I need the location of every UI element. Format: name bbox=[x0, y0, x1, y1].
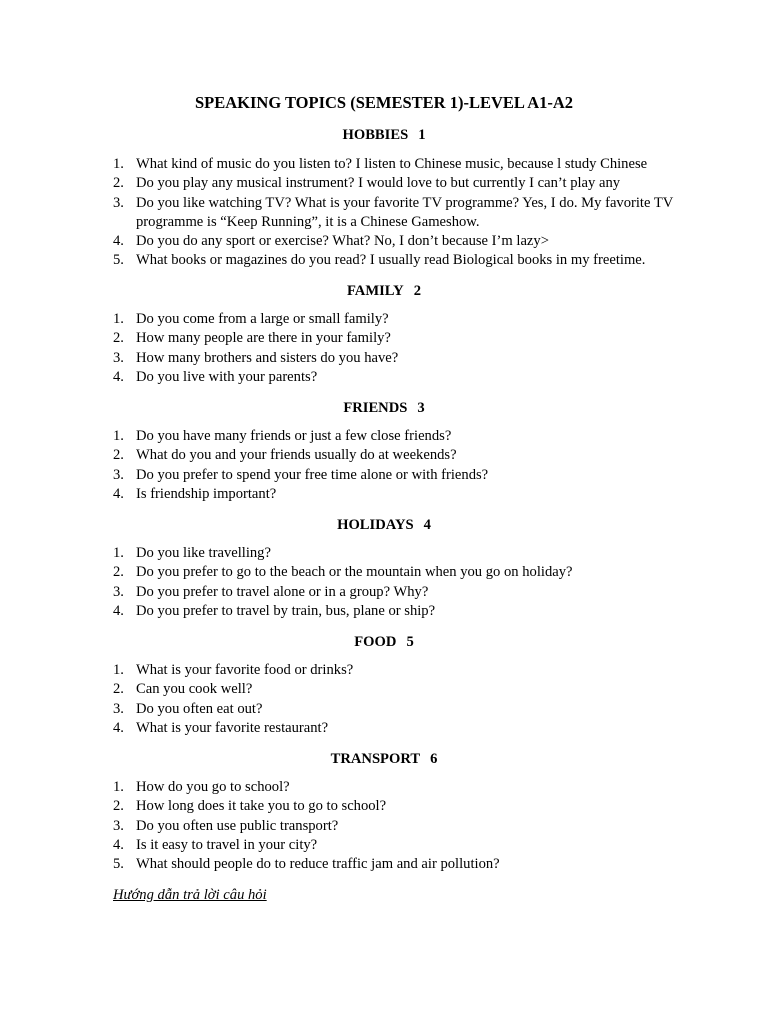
question-list-hobbies bbox=[0, 155, 768, 271]
section-heading-food bbox=[0, 633, 768, 651]
list-marker: 4. bbox=[113, 602, 124, 619]
question-list-holidays bbox=[0, 544, 768, 621]
question-list-food bbox=[0, 661, 768, 738]
section-number: 4 bbox=[423, 517, 431, 533]
question-text: Do you prefer to travel alone or in a group? Why? bbox=[136, 583, 429, 600]
section-number: 5 bbox=[406, 634, 414, 650]
list-marker: 5. bbox=[113, 252, 124, 269]
question-text: What kind of music do you listen to? I listen to Chinese music, because l study Chinese bbox=[136, 156, 648, 172]
list-item bbox=[0, 855, 768, 874]
question-list-friends bbox=[0, 427, 768, 504]
list-item bbox=[0, 232, 768, 251]
list-item bbox=[0, 680, 768, 699]
section-title: FOOD bbox=[354, 634, 397, 650]
list-marker: 3. bbox=[113, 194, 124, 211]
list-marker: 2. bbox=[113, 330, 124, 347]
list-marker: 1. bbox=[113, 779, 124, 795]
answer-guide-link[interactable]: Hướng dẫn trả lời câu hỏi bbox=[113, 887, 267, 903]
question-text: Do you come from a large or small family? bbox=[136, 311, 389, 327]
list-item bbox=[0, 778, 768, 797]
section-heading-transport bbox=[0, 750, 768, 768]
question-text: Do you prefer to travel by train, bus, plane or ship? bbox=[136, 602, 436, 619]
list-item bbox=[0, 485, 768, 504]
section-title: HOLIDAYS bbox=[337, 517, 414, 533]
list-item bbox=[0, 368, 768, 387]
list-marker: 1. bbox=[113, 156, 124, 172]
question-text: Is it easy to travel in your city? bbox=[136, 836, 318, 853]
list-marker: 2. bbox=[113, 798, 124, 815]
question-text: How many people are there in your family? bbox=[136, 330, 391, 347]
list-item bbox=[0, 661, 768, 680]
list-item bbox=[0, 251, 768, 270]
list-item bbox=[0, 700, 768, 719]
question-text: Do you prefer to spend your free time alone or with friends? bbox=[136, 466, 489, 483]
question-text: Do you like travelling? bbox=[136, 545, 271, 561]
question-text: Can you cook well? bbox=[136, 681, 253, 698]
question-text: Do you do any sport or exercise? What? No, I don’t because I’m lazy> bbox=[136, 233, 549, 250]
section-title: FRIENDS bbox=[343, 400, 408, 416]
list-marker: 2. bbox=[113, 681, 124, 698]
question-text: Do you often use public transport? bbox=[136, 817, 339, 834]
list-marker: 4. bbox=[113, 719, 124, 736]
list-marker: 2. bbox=[113, 564, 124, 581]
list-item bbox=[0, 466, 768, 485]
question-list-transport bbox=[0, 778, 768, 874]
list-item bbox=[0, 817, 768, 836]
list-marker: 4. bbox=[113, 368, 124, 385]
list-item bbox=[0, 544, 768, 563]
section-heading-holidays bbox=[0, 516, 768, 534]
section-heading-friends bbox=[0, 399, 768, 417]
list-item bbox=[0, 174, 768, 193]
question-text: What do you and your friends usually do at weekends? bbox=[136, 447, 457, 464]
question-text: Do you often eat out? bbox=[136, 700, 263, 717]
list-marker: 3. bbox=[113, 466, 124, 483]
list-item bbox=[0, 602, 768, 621]
list-item bbox=[0, 836, 768, 855]
list-item bbox=[0, 349, 768, 368]
section-number: 2 bbox=[413, 283, 422, 299]
question-text: Do you like watching TV? What is your favorite TV programme? Yes, I do. My favorite TV programme is “Keep Running”, it is a Chinese Gameshow. bbox=[136, 194, 674, 230]
list-marker: 3. bbox=[113, 817, 124, 834]
question-text: Do you live with your parents? bbox=[136, 368, 318, 385]
question-text: Do you have many friends or just a few close friends? bbox=[136, 428, 452, 444]
list-marker: 1. bbox=[113, 662, 124, 678]
list-item bbox=[0, 155, 768, 174]
list-marker: 3. bbox=[113, 583, 124, 600]
list-marker: 4. bbox=[113, 233, 124, 250]
list-marker: 4. bbox=[113, 485, 124, 502]
question-text: What books or magazines do you read? I usually read Biological books in my freetime. bbox=[136, 252, 646, 269]
list-marker: 5. bbox=[113, 856, 124, 873]
list-item bbox=[0, 563, 768, 582]
question-text: Do you play any musical instrument? I would love to but currently I can’t play any bbox=[136, 175, 621, 192]
section-title: TRANSPORT bbox=[330, 751, 421, 767]
list-item bbox=[0, 194, 768, 233]
question-text: What is your favorite food or drinks? bbox=[136, 662, 354, 678]
question-text: Do you prefer to go to the beach or the mountain when you go on holiday? bbox=[136, 564, 573, 581]
list-item bbox=[0, 427, 768, 446]
list-item bbox=[0, 797, 768, 816]
section-number: 1 bbox=[418, 127, 426, 143]
section-heading-family bbox=[0, 282, 768, 300]
list-marker: 4. bbox=[113, 836, 124, 853]
list-item bbox=[0, 583, 768, 602]
question-text: How long does it take you to go to school? bbox=[136, 798, 387, 815]
section-number: 6 bbox=[430, 751, 438, 767]
question-text: How many brothers and sisters do you have? bbox=[136, 349, 399, 366]
document-title: SPEAKING TOPICS (SEMESTER 1)-LEVEL A1-A2 bbox=[194, 93, 574, 112]
section-heading-hobbies bbox=[0, 126, 768, 144]
list-marker: 1. bbox=[113, 545, 124, 561]
list-marker: 3. bbox=[113, 349, 124, 366]
question-text: Is friendship important? bbox=[136, 485, 277, 502]
section-title: FAMILY bbox=[346, 283, 404, 299]
list-marker: 2. bbox=[113, 447, 124, 464]
list-item bbox=[0, 310, 768, 329]
question-text: How do you go to school? bbox=[136, 779, 290, 795]
list-marker: 1. bbox=[113, 428, 124, 444]
list-item bbox=[0, 446, 768, 465]
list-marker: 2. bbox=[113, 175, 124, 192]
list-marker: 1. bbox=[113, 311, 124, 327]
question-text: What is your favorite restaurant? bbox=[136, 719, 329, 736]
list-item bbox=[0, 329, 768, 348]
list-item bbox=[0, 719, 768, 738]
section-number: 3 bbox=[417, 400, 425, 416]
list-marker: 3. bbox=[113, 700, 124, 717]
question-text: What should people do to reduce traffic jam and air pollution? bbox=[136, 856, 500, 873]
question-list-family bbox=[0, 310, 768, 387]
section-title: HOBBIES bbox=[342, 127, 409, 143]
